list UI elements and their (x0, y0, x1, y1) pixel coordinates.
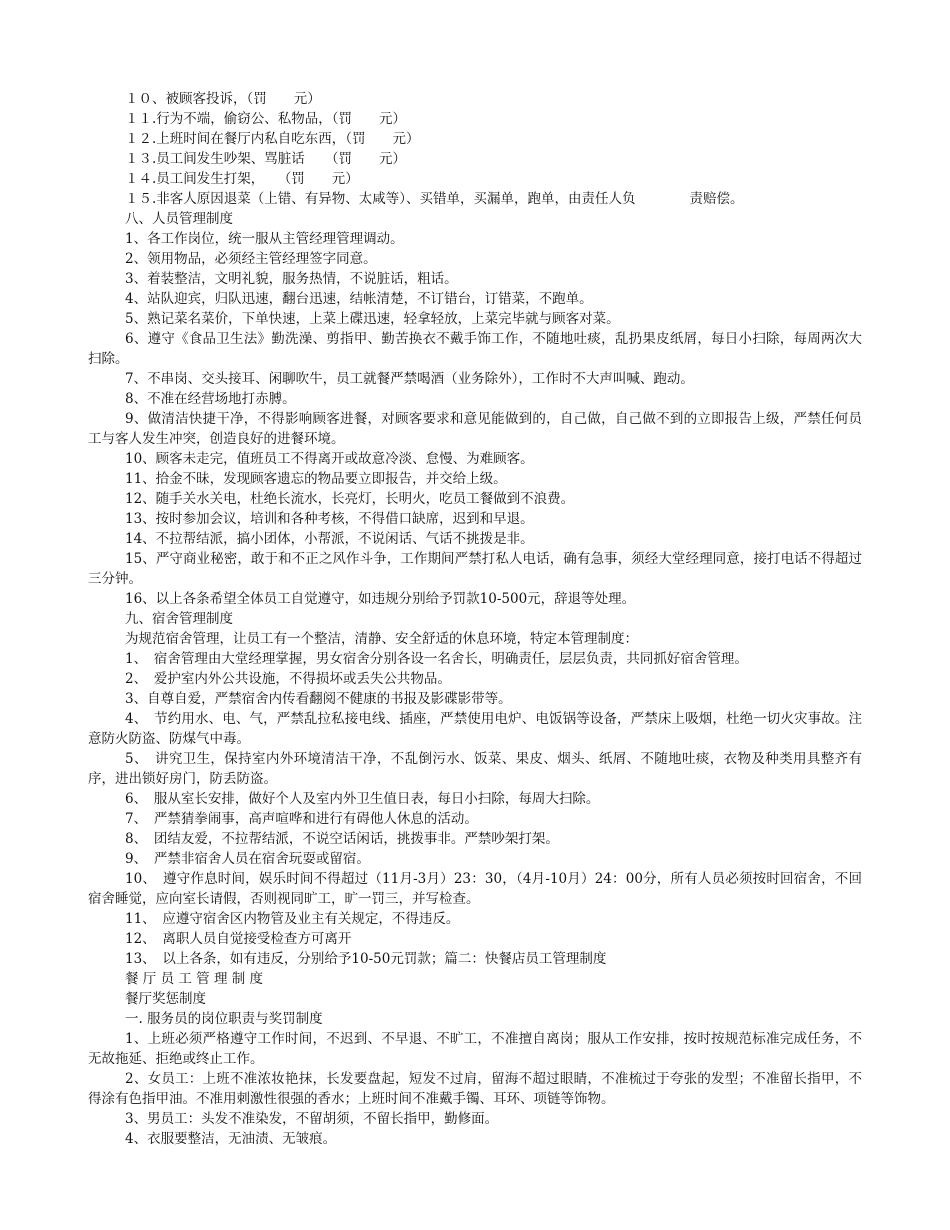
text-line: 4、衣服要整洁，无油渍、无皱痕。 (125, 1131, 337, 1147)
paragraph: 15、严守商业秘密，敢于和不正之风作斗争，工作期间严禁打私人电话，确有急事，须经大堂经理同意，接打电话不得超过三分钟。 (88, 551, 862, 587)
text-line: 4、站队迎宾，归队迅速，翻台迅速，结帐清楚，不订错台，订错菜，不跑单。 (125, 291, 593, 307)
paragraph: 4、 节约用水、电、气，严禁乱拉私接电线、插座，严禁使用电炉、电饭锅等设备，严禁床上吸烟，杜绝一切火灾事故。注意防火防盗、防煤气中毒。 (88, 711, 862, 747)
text-line: 5、熟记菜名菜价，下单快速，上菜上碟迅速，轻拿轻放，上菜完毕就与顾客对菜。 (125, 311, 620, 327)
text-line: 11、 应遵守宿舍区内物管及业主有关规定，不得违反。 (125, 911, 460, 927)
paragraph: 2、女员工：上班不准浓妆艳抹，长发要盘起，短发不过肩，留海不超过眼睛，不准梳过于夸张的发型；不准留长指甲，不得涂有色指甲油。不准用刺激性很强的香水；上班时间不准戴手镯、耳环、项链等饰物。 (88, 1071, 862, 1107)
text-line: 餐 厅 员 工 管 理 制 度 (125, 971, 264, 987)
text-line: １４.员工间发生打架， （罚 元） (125, 171, 359, 187)
document-body (88, 89, 862, 1149)
text-line: 8、不准在经营场地打赤膊。 (125, 391, 296, 407)
text-line: 6、 服从室长安排，做好个人及室内外卫生值日表，每日小扫除，每周大扫除。 (125, 791, 600, 807)
text-line: １５.非客人原因退菜（上错、有异物、太咸等）、买错单，买漏单，跑单，由责任人负 责赔偿。 (125, 191, 744, 207)
text-line: 14、不拉帮结派，搞小团体，小帮派，不说闲话、气话不挑拨是非。 (125, 531, 534, 547)
paragraph: 9、做清洁快捷干净，不得影响顾客进餐，对顾客要求和意见能做到的，自己做，自己做不到的立即报告上级，严禁任何员工与客人发生冲突，创造良好的进餐环境。 (88, 411, 862, 447)
text-line: 为规范宿舍管理，让员工有一个整洁，清静、安全舒适的休息环境，特定本管理制度： (125, 631, 638, 647)
text-line: 13、 以上各条，如有违反，分别给予10-50元罚款；篇二：快餐店员工管理制度 (125, 951, 607, 967)
text-line: 3、着装整洁，文明礼貌，服务热情，不说脏话，粗话。 (125, 271, 458, 287)
text-line: １２.上班时间在餐厅内私自吃东西，（罚 元） (125, 131, 420, 147)
text-line: 2、 爱护室内外公共设施，不得损坏或丢失公共物品。 (125, 671, 451, 687)
text-line: 7、 严禁猜拳闹事，高声喧哗和进行有碍他人休息的活动。 (125, 811, 478, 827)
text-line: 九、宿舍管理制度 (125, 611, 233, 627)
text-line: 9、 严禁非宿舍人员在宿舍玩耍或留宿。 (125, 851, 370, 867)
text-line: １１.行为不端，偷窃公、私物品，（罚 元） (125, 111, 407, 127)
text-line: 一. 服务员的岗位职责与奖罚制度 (125, 1011, 323, 1027)
text-line: 8、 团结友爱，不拉帮结派，不说空话闲话，挑拨事非。严禁吵架打架。 (125, 831, 559, 847)
text-line: 1、各工作岗位，统一服从主管经理管理调动。 (125, 231, 404, 247)
paragraph: 10、 遵守作息时间，娱乐时间不得超过（11月-3月）23：30，（4月-10月）24：00分，所有人员必须按时回宿舍，不回宿舍睡觉，应向室长请假，否则视同旷工，旷一罚三，并写检查。 (88, 871, 862, 907)
text-line: 13、按时参加会议，培训和各种考核，不得借口缺席，迟到和早退。 (125, 511, 534, 527)
text-line: 16、以上各条希望全体员工自觉遵守，如违规分别给予罚款10-500元，辞退等处理。 (125, 591, 636, 607)
text-line: 12、随手关水关电，杜绝长流水，长亮灯，长明火，吃员工餐做到不浪费。 (125, 491, 575, 507)
text-line: 餐厅奖惩制度 (125, 991, 206, 1007)
paragraph: 5、 讲究卫生，保持室内外环境清洁干净，不乱倒污水、饭菜、果皮、烟头、纸屑、不随地吐痰，衣物及种类用具整齐有序，进出锁好房门，防丢防盗。 (88, 751, 862, 787)
text-line: 10、顾客未走完，值班员工不得离开或故意冷淡、怠慢、为难顾客。 (125, 451, 534, 467)
text-line: 2、领用物品，必须经主管经理签字同意。 (125, 251, 377, 267)
text-line: 八、人员管理制度 (125, 211, 233, 227)
text-line: 11、拾金不昧，发现顾客遗忘的物品要立即报告，并交给上级。 (125, 471, 507, 487)
paragraph: 1、上班必须严格遵守工作时间，不迟到、不早退、不旷工，不准擅自离岗；服从工作安排，按时按规范标准完成任务，不无故拖延、拒绝或终止工作。 (88, 1031, 862, 1067)
text-line: １３.员工间发生吵架、骂脏话 （罚 元） (125, 151, 407, 167)
text-line: 7、不串岗、交头接耳、闲聊吹牛，员工就餐严禁喝酒（业务除外），工作时不大声叫喊、跑动。 (125, 371, 694, 387)
paragraph: 6、遵守《食品卫生法》勤洗澡、剪指甲、勤苦换衣不戴手饰工作，不随地吐痰，乱扔果皮纸屑，每日小扫除，每周两次大扫除。 (88, 331, 862, 367)
text-line: 1、 宿舍管理由大堂经理掌握，男女宿舍分别各设一名舍长，明确责任，层层负责，共同抓好宿舍管理。 (125, 651, 748, 667)
text-line: １０、被顾客投诉，（罚 元） (125, 91, 321, 107)
text-line: 12、 离职人员自觉接受检查方可离开 (125, 931, 352, 947)
text-line: 3、男员工：头发不准染发，不留胡须，不留长指甲，勤修面。 (125, 1111, 499, 1127)
text-line: 3、自尊自爱，严禁宿舍内传看翻阅不健康的书报及影碟影带等。 (125, 691, 512, 707)
